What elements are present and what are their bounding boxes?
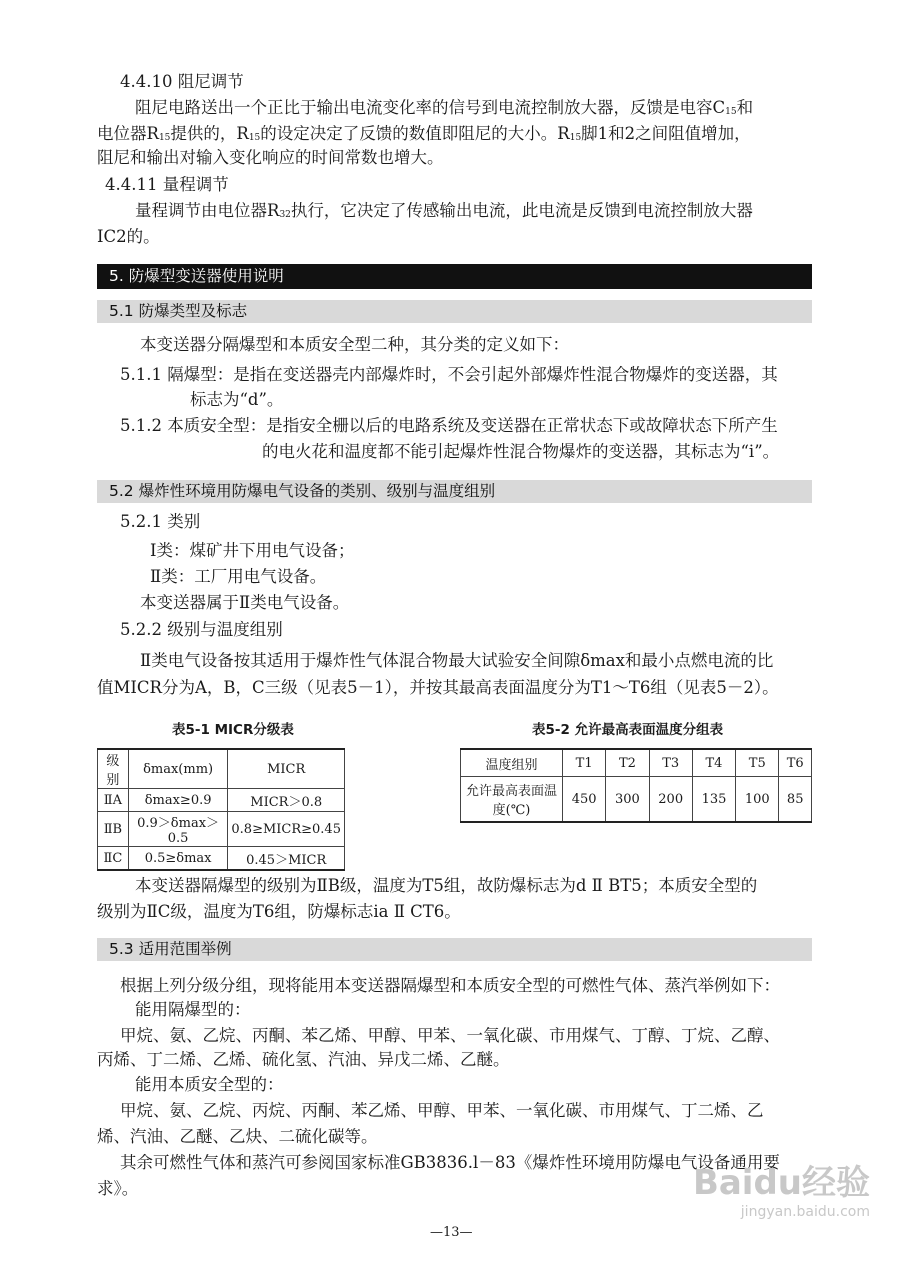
paragraph-line bbox=[135, 200, 753, 225]
cell: ⅡB bbox=[98, 812, 129, 847]
micr-table bbox=[97, 748, 345, 871]
table-row bbox=[98, 812, 345, 847]
paragraph-line: 本变送器隔爆型的级别为ⅡB级，温度为T5组，故防爆标志为d Ⅱ BT5；本质安全型的 bbox=[135, 876, 758, 895]
table-header-row bbox=[461, 749, 812, 777]
subscript: 15 bbox=[569, 133, 582, 143]
text: 电位器R bbox=[97, 124, 159, 143]
paragraph-line: 丙烯、丁二烯、乙烯、硫化氢、汽油、异戊二烯、乙醚。 bbox=[97, 1050, 510, 1069]
cell: 0.8≥MICR≥0.45 bbox=[228, 812, 345, 847]
paragraph-line: 求》。 bbox=[97, 1179, 139, 1198]
cell: 300 bbox=[606, 777, 649, 823]
table-row bbox=[461, 777, 812, 823]
class-statement: 本变送器属于Ⅱ类电气设备。 bbox=[140, 593, 350, 612]
header-cell: δmax(mm) bbox=[128, 749, 228, 789]
paragraph-line: 能用隔爆型的： bbox=[135, 1000, 251, 1019]
subscript: 15 bbox=[725, 107, 737, 117]
heading-4-4-10: 4.4.10 阻尼调节 bbox=[120, 72, 244, 91]
section-5-heading: 5. 防爆型变送器使用说明 bbox=[97, 264, 812, 289]
cell: ⅡC bbox=[98, 847, 129, 871]
definition-flameproof-cont: 标志为“d”。 bbox=[190, 390, 284, 409]
paragraph-line: 能用本质安全型的： bbox=[135, 1075, 284, 1094]
text: 提供的，R bbox=[170, 124, 249, 143]
baidu-watermark bbox=[693, 1155, 870, 1220]
paragraph-line: 甲烷、氨、乙烷、丙烷、丙酮、苯乙烯、甲醇、甲苯、一氧化碳、市用煤气、丁二烯、乙 bbox=[120, 1101, 764, 1120]
text: 的设定决定了反馈的数值即阻尼的大小。R bbox=[260, 124, 570, 143]
section-5-3-heading: 5.3 适用范围举例 bbox=[97, 938, 812, 961]
cell: 200 bbox=[649, 777, 692, 823]
paragraph-line: 甲烷、氨、乙烷、丙酮、苯乙烯、甲醇、甲苯、一氧化碳、市用煤气、丁醇、丁烷、乙醇、 bbox=[120, 1026, 780, 1045]
text: 脚1和2之间阻值增加， bbox=[581, 124, 751, 143]
heading-4-4-11: 4.4.11 量程调节 bbox=[105, 175, 229, 194]
subscript: 15 bbox=[158, 133, 171, 143]
header-cell: T6 bbox=[779, 749, 812, 777]
cell: 0.5≥δmax bbox=[128, 847, 228, 871]
header-cell: T2 bbox=[606, 749, 649, 777]
paragraph-line: 级别为ⅡC级，温度为T6组，防爆标志ia Ⅱ CT6。 bbox=[97, 902, 461, 921]
header-cell: 温度组别 bbox=[461, 749, 563, 777]
paragraph-line: Ⅱ类电气设备按其适用于爆炸性气体混合物最大试验安全间隙δmax和最小点燃电流的比 bbox=[140, 651, 774, 670]
cell: 85 bbox=[779, 777, 812, 823]
watermark-brand: Baidu经验 bbox=[692, 1163, 870, 1203]
row-label: 允许最高表面温度(℃) bbox=[461, 777, 563, 823]
heading-5-2-2: 5.2.2 级别与温度组别 bbox=[120, 620, 283, 639]
cell: 0.9＞δmax＞0.5 bbox=[128, 812, 228, 847]
section-5-2-heading: 5.2 爆炸性环境用防爆电气设备的类别、级别与温度组别 bbox=[97, 480, 812, 503]
text: 阻尼电路送出一个正比于输出电流变化率的信号到电流控制放大器，反馈是电容C bbox=[135, 98, 726, 117]
heading-5-2-1: 5.2.1 类别 bbox=[120, 512, 201, 531]
cell: 450 bbox=[563, 777, 606, 823]
paragraph-line: IC2的。 bbox=[97, 227, 160, 246]
paragraph-line: 值MICR分为A，B，C三级（见表5－1），并按其最高表面温度分为T1～T6组（见表5－2）。 bbox=[97, 678, 779, 697]
text: 执行，它决定了传感输出电流，此电流是反馈到电流控制放大器 bbox=[290, 201, 753, 220]
class-1: Ⅰ类：煤矿井下用电气设备； bbox=[150, 541, 355, 560]
definition-intrinsic: 5.1.2 本质安全型：是指安全栅以后的电路系统及变送器在正常状态下或故障状态下所产生 bbox=[120, 416, 778, 435]
table-row bbox=[98, 789, 345, 812]
header-cell: T4 bbox=[692, 749, 735, 777]
cell: MICR＞0.8 bbox=[228, 789, 345, 812]
subscript: 32 bbox=[279, 210, 291, 220]
paragraph-line: 其余可燃性气体和蒸汽可参阅国家标准GB3836.l－83《爆炸性环境用防爆电气设备通用要 bbox=[120, 1153, 780, 1172]
subscript: 15 bbox=[248, 133, 261, 143]
table2-caption: 表5-2 允许最高表面温度分组表 bbox=[532, 722, 724, 738]
cell: δmax≥0.9 bbox=[128, 789, 228, 812]
watermark-url: jingyan.baidu.com bbox=[740, 1204, 870, 1220]
cell: ⅡA bbox=[98, 789, 129, 812]
header-cell: MICR bbox=[228, 749, 345, 789]
section-5-1-heading: 5.1 防爆类型及标志 bbox=[97, 300, 812, 323]
cell: 135 bbox=[692, 777, 735, 823]
table-row bbox=[98, 847, 345, 871]
paragraph-line: 阻尼和输出对输入变化响应的时间常数也增大。 bbox=[97, 148, 444, 167]
paragraph-line: 本变送器分隔爆型和本质安全型二种，其分类的定义如下： bbox=[140, 335, 569, 354]
page-number: —13— bbox=[430, 1225, 473, 1240]
header-cell: T5 bbox=[736, 749, 779, 777]
paragraph-line: 烯、汽油、乙醚、乙炔、二硫化碳等。 bbox=[97, 1127, 378, 1146]
text: 和 bbox=[736, 98, 754, 117]
definition-intrinsic-cont: 的电火花和温度都不能引起爆炸性混合物爆炸的变送器，其标志为“i”。 bbox=[262, 442, 780, 461]
paragraph-line bbox=[135, 97, 753, 122]
temperature-table bbox=[460, 748, 812, 823]
definition-flameproof: 5.1.1 隔爆型：是指在变送器壳内部爆炸时，不会引起外部爆炸性混合物爆炸的变送器，其 bbox=[120, 365, 778, 384]
header-cell: T1 bbox=[563, 749, 606, 777]
paragraph-line bbox=[97, 123, 751, 148]
cell: 0.45＞MICR bbox=[228, 847, 345, 871]
text: 量程调节由电位器R bbox=[135, 201, 280, 220]
cell: 100 bbox=[736, 777, 779, 823]
header-cell: T3 bbox=[649, 749, 692, 777]
table-header-row bbox=[98, 749, 345, 789]
class-2: Ⅱ类：工厂用电气设备。 bbox=[150, 567, 327, 586]
table1-caption: 表5-1 MICR分级表 bbox=[172, 722, 294, 738]
paragraph-line: 根据上列分级分组，现将能用本变送器隔爆型和本质安全型的可燃性气体、蒸汽举例如下： bbox=[120, 976, 780, 995]
header-cell: 级别 bbox=[98, 749, 129, 789]
